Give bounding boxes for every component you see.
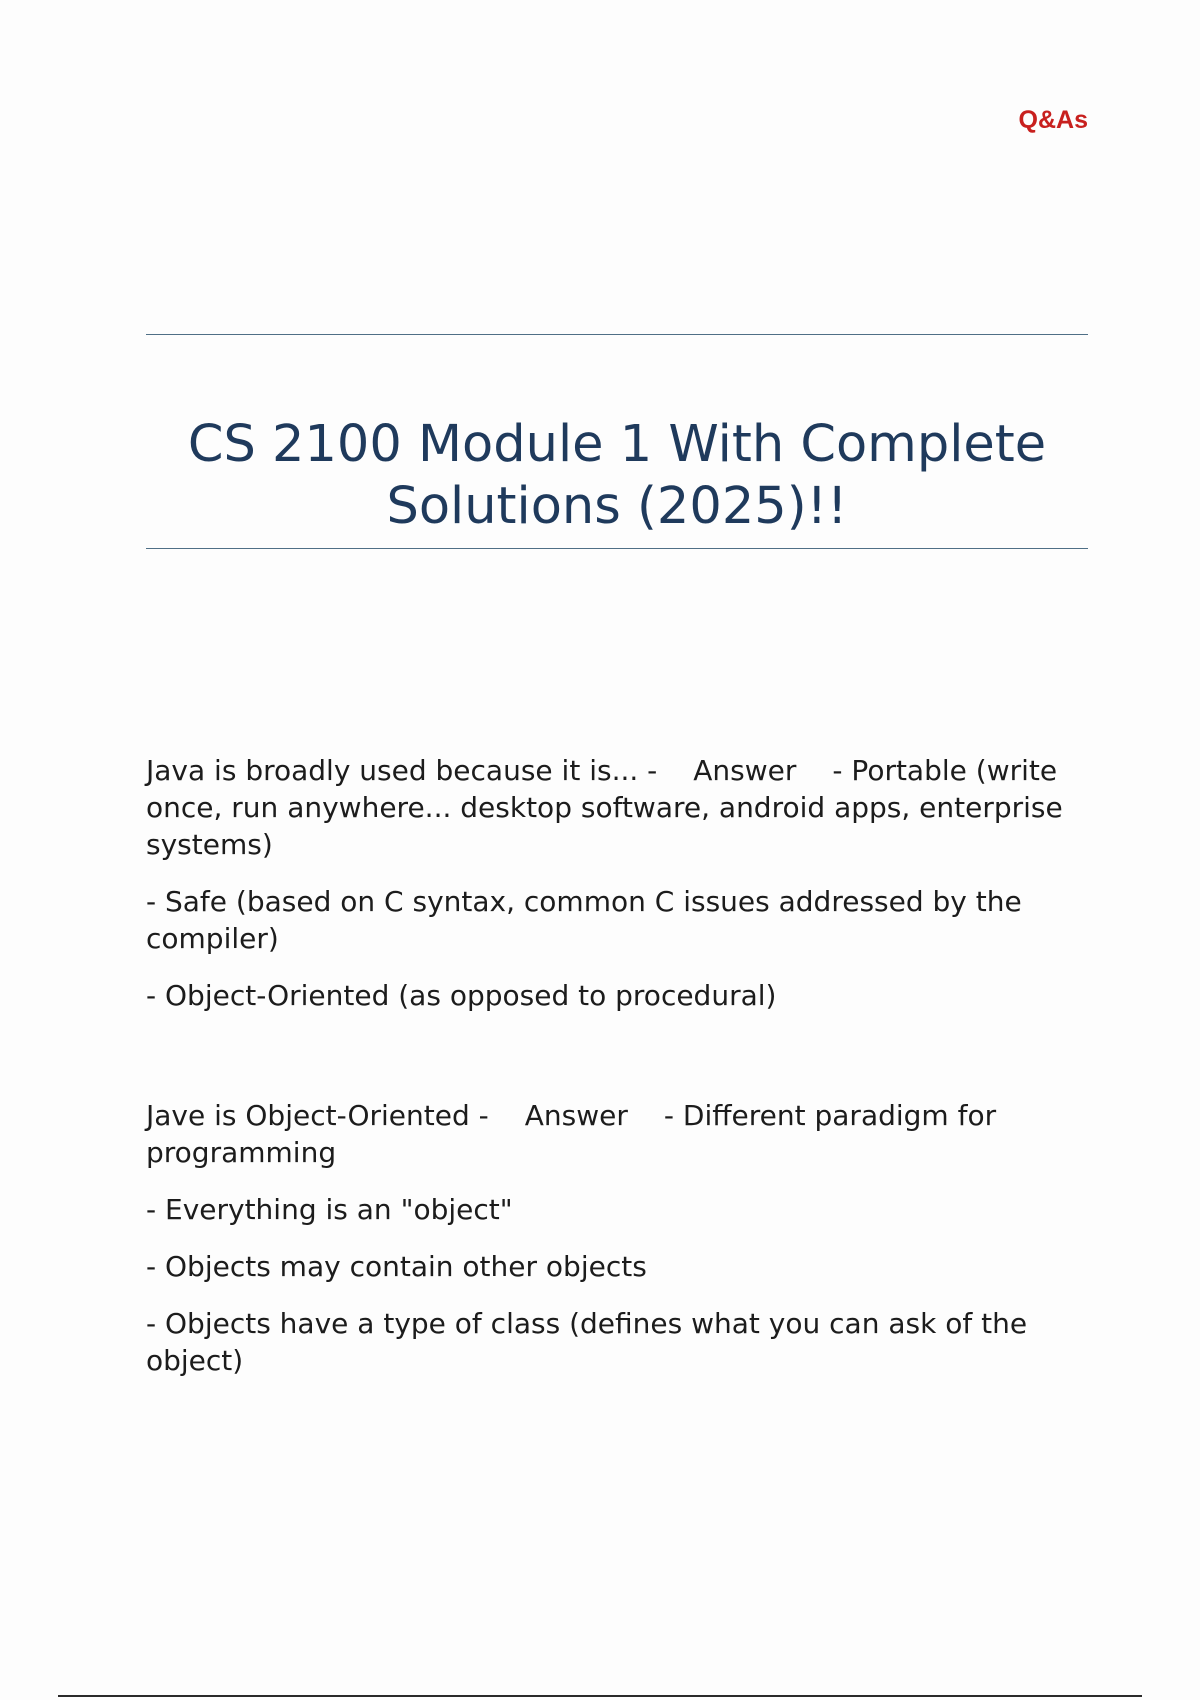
qa-answer-line: - Objects may contain other objects [146, 1250, 647, 1283]
qa-question: Java is broadly used because it is... - [146, 754, 658, 787]
qa-answer-line: - Objects have a type of class (defines what you can ask of the object) [146, 1307, 1028, 1377]
qa-answer-line: - Portable (write once, run anywhere... desktop software, android apps, enterprise systems) [146, 754, 1063, 861]
title-bottom-rule [146, 548, 1088, 549]
qa-answer-label: Answer [693, 754, 797, 787]
qa-answer-line: - Safe (based on C syntax, common C issues addressed by the compiler) [146, 885, 1022, 955]
qa-question-line [146, 1097, 1096, 1171]
title-top-rule [146, 334, 1088, 335]
qa-answer-line: - Different paradigm for programming [146, 1099, 997, 1169]
qa-answer-line: - Object-Oriented (as opposed to procedural) [146, 979, 777, 1012]
qa-item [146, 1097, 1096, 1399]
qas-tag: Q&As [1018, 106, 1088, 134]
footer-rule [58, 1695, 1142, 1697]
qa-answer-line: - Everything is an "object" [146, 1193, 513, 1226]
qa-answer-label: Answer [524, 1099, 628, 1132]
qa-question: Jave is Object-Oriented - [146, 1099, 489, 1132]
qa-question-line [146, 752, 1096, 863]
qa-item [146, 752, 1096, 1034]
document-title: CS 2100 Module 1 With Complete Solutions (2025)!! [187, 415, 1047, 536]
